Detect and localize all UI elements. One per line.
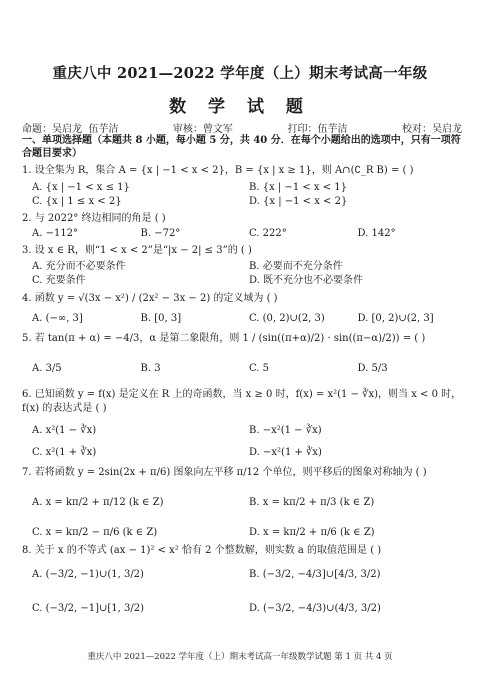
printer: 打印：伍芋洁 [287,124,348,135]
option-d: D. x = kπ/2 + π/6 (k ∈ Z) [249,527,375,538]
question-5-options [32,362,466,376]
question-3-options [32,260,466,288]
option-a: A. x²(1 − ∛x) [32,425,97,436]
question-6-options [32,424,466,460]
option-c: C. x = kπ/2 − π/6 (k ∈ Z) [32,527,158,538]
question-8-stem: 8. 关于 x 的不等式 (ax − 1)² < x² 恰有 2 个整数解，则实数 a 的取值范围是 ( ) [22,545,382,556]
option-d: D. 既不充分也不必要条件 [249,275,364,286]
question-3-stem: 3. 设 x ∈ R，则“1 < x < 2”是“|x − 2| ≤ 3”的 ( ) [22,245,252,256]
page-footer: 重庆八中 2021—2022 学年度（上）期末考试高一年级数学试题 第 1 页 共 4 页 [87,652,393,662]
option-d: D. (−3/2, −4/3)∪(4/3, 3/2) [249,603,381,614]
option-d: D. −x²(1 + ∛x) [249,447,322,458]
question-4-stem: 4. 函数 y = √(3x − x²) / (2x² − 3x − 2) 的定义域为 ( ) [22,293,278,304]
question-6-stem: 6. 已知函数 y = f(x) 是定义在 R 上的奇函数，当 x ≥ 0 时，f(x) = x²(1 − ∛x)，则当 x < 0 时，f(x) 的表达式是 ( ) [22,389,462,414]
reviewer: 审核：曾文军 [172,124,233,135]
question-7-options [32,496,466,540]
option-c: C. 5 [249,363,270,374]
option-c: C. 充要条件 [32,275,86,286]
option-b: B. {x | −1 < x < 1} [249,182,348,193]
proofreader: 校对：吴启龙 [402,124,462,135]
option-a: A. (−∞, 3] [32,313,83,324]
question-5-stem: 5. 若 tan(π + α) = −4/3，α 是第二象限角，则 1 / (sin((π+α)/2) · sin((π−α)/2)) = ( ) [22,333,426,344]
exam-title: 重庆八中 2021—2022 学年度（上）期末考试高一年级 [52,65,428,82]
option-a: A. (−3/2, −1)∪(1, 3/2) [32,569,144,580]
question-1-stem: 1. 设全集为 R，集合 A = {x | −1 < x < 2}，B = {x | x ≥ 1}，则 A∩(∁_R B) = ( ) [22,165,414,176]
exam-subject-title: 数 学 试 题 [169,97,311,117]
option-c: C. {x | 1 ≤ x < 2} [32,196,122,207]
option-a: A. −112° [32,228,79,239]
staff-line [22,120,462,135]
option-c: C. x²(1 + ∛x) [32,447,97,458]
question-7-stem: 7. 若将函数 y = 2sin(2x + π/6) 图象向左平移 π/12 个单位，则平移后的图象对称轴为 ( ) [22,467,427,478]
option-a: A. {x | −1 < x ≤ 1} [32,182,130,193]
option-b: B. x = kπ/2 + π/3 (k ∈ Z) [249,497,375,508]
option-c: C. 222° [249,228,287,239]
option-c: C. (0, 2)∪(2, 3) [249,313,325,324]
option-d: D. [0, 2)∪(2, 3] [357,313,434,324]
option-a: A. 充分而不必要条件 [32,261,126,272]
option-b: B. −x²(1 − ∛x) [249,425,322,436]
question-2-options [32,227,466,241]
option-b: B. 3 [140,363,161,374]
option-d: D. 142° [357,228,396,239]
option-a: A. x = kπ/2 + π/12 (k ∈ Z) [32,497,164,508]
option-b: B. [0, 3] [140,313,182,324]
option-b: B. 必要而不充分条件 [249,261,343,272]
question-8-options [32,568,466,616]
option-a: A. 3/5 [32,363,62,374]
option-d: D. 5/3 [357,363,388,374]
option-b: B. (−3/2, −4/3]∪[4/3, 3/2) [249,569,381,580]
option-d: D. {x | −1 < x < 2} [249,196,348,207]
section-heading: 一、单项选择题（本题共 8 小题，每小题 5 分，共 40 分．在每个小题给出的选项中，只有一项符合题目要求） [22,135,461,159]
option-c: C. (−3/2, −1]∪[1, 3/2) [32,603,145,614]
authors: 命题：吴启龙 伍芋洁 [22,124,119,135]
question-4-options [32,312,466,326]
option-b: B. −72° [140,228,181,239]
question-2-stem: 2. 与 2022° 终边相同的角是 ( ) [22,213,166,224]
question-1-options [32,181,466,209]
